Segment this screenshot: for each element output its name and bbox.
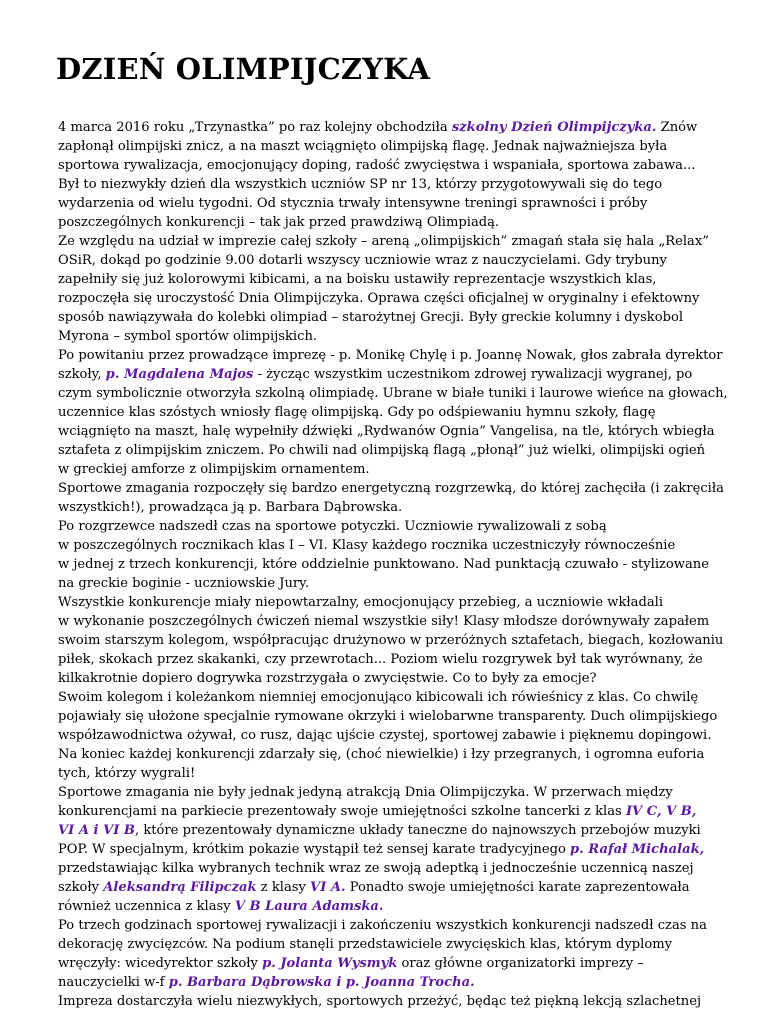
highlighted-name: p. Magdalena Majos	[105, 367, 254, 382]
text-line	[58, 194, 718, 213]
text-run: dekorację zwycięzców. Na podium stanęli przedstawiciele zwycięskich klas, którym dyplomy	[58, 937, 673, 952]
text-line	[58, 422, 718, 441]
text-run: zapełniły się już kolorowymi kibicami, a na boisku ustawiły reprezentacje wszystkich klas,	[58, 272, 657, 287]
text-line	[58, 384, 728, 403]
text-line	[58, 365, 718, 384]
text-line	[58, 479, 724, 498]
text-line	[58, 897, 718, 916]
text-line	[58, 555, 718, 574]
text-run: Sportowe zmagania rozpoczęły się bardzo energetyczną rozgrzewką, do której zachęciła (i zakręciła	[58, 481, 724, 496]
text-run: zapłonął olimpijski znicz, a na maszt wciągnięto olimpijską flagę. Jednak najważniejsza była	[58, 139, 668, 154]
text-line	[58, 441, 718, 460]
text-run: kilkakrotnie dopiero dogrywka rozstrzygała o zwycięstwie. Co to były za emocje?	[58, 671, 597, 686]
highlighted-name: VI A.	[310, 880, 346, 895]
text-run: przedstawiając kilka wybranych technik wraz ze swoją adeptką i jednocześnie uczennicą naszej	[58, 861, 694, 876]
text-line	[58, 498, 718, 517]
text-run: Po trzech godzinach sportowej rywalizacji i zakończeniu wszystkich konkurencji nadszedł czas na	[58, 918, 707, 933]
text-run: POP. W specjalnym, krótkim pokazie wystąpił też sensej karate tradycyjnego	[58, 842, 571, 857]
text-line	[58, 992, 718, 1011]
text-run: Na koniec każdej konkurencji zdarzały się, (choć niewielkie) i łzy przegranych, i ogromna euforia	[58, 747, 705, 762]
text-run: w greckiej amforze z olimpijskim ornamentem.	[58, 462, 370, 477]
highlighted-name: p. Rafał Michalak,	[570, 842, 705, 857]
text-line	[58, 669, 718, 688]
text-line	[58, 745, 718, 764]
text-line	[58, 118, 718, 137]
text-line	[58, 783, 718, 802]
text-line	[58, 821, 718, 840]
text-line	[58, 270, 718, 289]
text-line	[58, 137, 718, 156]
highlighted-name: IV C, V B,	[625, 804, 697, 819]
text-run: Po rozgrzewce nadszedł czas na sportowe potyczki. Uczniowie rywalizowali z sobą	[58, 519, 607, 534]
text-run: rozpoczęła się uroczystość Dnia Olimpijczyka. Oprawa części oficjalnej w oryginalny i efektowny	[58, 291, 700, 306]
page-title: DZIEŃ OLIMPIJCZYKA	[56, 52, 431, 86]
text-run: OSiR, dokąd po godzinie 9.00 dotarli wszyscy uczniowie wraz z nauczycielami. Gdy trybuny	[58, 253, 667, 268]
text-run: pojawiały się ułożone specjalnie rymowane okrzyki i wielobarwne transparenty. Duch olimpijskiego	[58, 709, 718, 724]
text-line	[58, 707, 718, 726]
text-line	[58, 840, 718, 859]
text-run: w wykonanie poszczególnych ćwiczeń niemal wszystkie siły! Klasy młodsze dorównywały zapałem	[58, 614, 710, 629]
text-line	[58, 859, 718, 878]
text-run: konkurencjami na parkiecie prezentowały swoje umiejętności szkolne tancerki z klas	[58, 804, 626, 819]
text-run: tych, którzy wygrali!	[58, 766, 196, 781]
text-line	[58, 954, 718, 973]
text-run: nauczycielki w-f	[58, 975, 169, 990]
highlighted-name: Aleksandrą Filipczak	[103, 880, 257, 895]
text-run: również uczennica z klasy	[58, 899, 235, 914]
text-run: Sportowe zmagania nie były jednak jedyną atrakcją Dnia Olimpijczyka. W przerwach między	[58, 785, 673, 800]
text-run: Myrona – symbol sportów olimpijskich.	[58, 329, 318, 344]
text-line	[58, 726, 718, 745]
text-run: sztafeta z olimpijskim zniczem. Po chwili nad olimpijską flagą „płonął” już wielki, olimpijski ogień	[58, 443, 706, 458]
text-line	[58, 213, 718, 232]
text-run: , które prezentowały dynamiczne układy taneczne do najnowszych przebojów muzyki	[135, 823, 701, 838]
text-run: szkoły,	[58, 367, 106, 382]
text-run: sportowa rywalizacja, emocjonujący doping, radość zwycięstwa i wspaniała, sportowa zabawa...	[58, 158, 696, 173]
text-line	[58, 612, 718, 631]
text-run: piłek, skokach przez skakanki, czy przewrotach... Poziom wielu rozgrywek był tak wyrównany, że	[58, 652, 703, 667]
text-line	[58, 764, 718, 783]
highlighted-name: p. Barbara Dąbrowska i p. Joanna Trocha.	[168, 975, 475, 990]
text-run: czym symbolicznie otworzyła szkolną olimpiadę. Ubrane w białe tuniki i laurowe wieńce na głowach,	[58, 386, 728, 401]
text-line	[58, 916, 718, 935]
text-run: Po powitaniu przez prowadzące imprezę - p. Monikę Chylę i p. Joannę Nowak, głos zabrała dyrektor	[58, 348, 723, 363]
text-line	[58, 973, 718, 992]
text-line	[58, 460, 718, 479]
text-line	[58, 175, 718, 194]
text-run: uczennice klas szóstych wniosły flagę olimpijską. Gdy po odśpiewaniu hymnu szkoły, flagę	[58, 405, 656, 420]
highlighted-name: szkolny Dzień Olimpijczyka.	[451, 120, 657, 135]
text-line	[58, 935, 718, 954]
text-run: szkoły	[58, 880, 104, 895]
text-line	[58, 403, 718, 422]
text-run: Ponadto swoje umiejętności karate zaprezentowała	[345, 880, 690, 895]
text-run: Swoim kolegom i koleżankom niemniej emocjonująco kibicowali ich rówieśnicy z klas. Co chwilę	[58, 690, 699, 705]
text-line	[58, 346, 723, 365]
article-body	[58, 118, 728, 1011]
text-line	[58, 156, 718, 175]
text-run: na greckie boginie - uczniowskie Jury.	[58, 576, 309, 591]
text-run: wciągnięto na maszt, halę wypełniły dźwięki „Rydwanów Ognia” Vangelisa, na tle, których wbiegła	[58, 424, 715, 439]
text-run: Był to niezwykły dzień dla wszystkich uczniów SP nr 13, którzy przygotowywali się do tego	[58, 177, 663, 192]
text-run: - życząc wszystkim uczestnikom zdrowej rywalizacji wygranej, po	[253, 367, 693, 382]
text-run: sposób nawiązywała do kolebki olimpiad – starożytnej Grecji. Były greckie kolumny i dyskobol	[58, 310, 684, 325]
text-line	[58, 688, 718, 707]
highlighted-name: p. Jolanta Wysmyk	[262, 956, 398, 971]
text-line	[58, 593, 718, 612]
text-line	[58, 536, 718, 555]
text-run: Znów	[656, 120, 698, 135]
text-line	[58, 574, 718, 593]
text-run: swoim starszym kolegom, współpracując drużynowo w przeróżnych sztafetach, biegach, kozłowaniu	[58, 633, 724, 648]
text-run: 4 marca 2016 roku „Trzynastka” po raz kolejny obchodziła	[58, 120, 452, 135]
text-line	[58, 289, 718, 308]
text-line	[58, 517, 718, 536]
text-run: wydarzenia od wielu tygodni. Od stycznia trwały intensywne treningi sprawności i próby	[58, 196, 648, 211]
text-line	[58, 308, 718, 327]
text-run: współzawodnictwa ożywał, co rusz, dając ujście czystej, sportowej zabawie i pięknemu dopingowi.	[58, 728, 712, 743]
text-line	[58, 251, 718, 270]
text-line	[58, 878, 718, 897]
text-line	[58, 650, 718, 669]
text-run: wręczyły: wicedyrektor szkoły	[58, 956, 263, 971]
text-line	[58, 802, 718, 821]
text-run: poszczególnych konkurencji – tak jak przed prawdziwą Olimpiadą.	[58, 215, 500, 230]
text-run: wszystkich!), prowadząca ją p. Barbara Dąbrowska.	[58, 500, 403, 515]
text-run: w jednej z trzech konkurencji, które oddzielnie punktowano. Nad punktacją czuwało - stylizowane	[58, 557, 709, 572]
text-run: z klasy	[256, 880, 311, 895]
text-run: w poszczególnych rocznikach klas I – VI. Klasy każdego rocznika uczestniczyły równocześnie	[58, 538, 676, 553]
highlighted-name: V B Laura Adamska.	[234, 899, 384, 914]
text-run: Impreza dostarczyła wielu niezwykłych, sportowych przeżyć, będąc też piękną lekcją szlachetnej	[58, 994, 702, 1009]
text-line	[58, 327, 718, 346]
text-run: oraz główne organizatorki imprezy –	[397, 956, 644, 971]
text-line	[58, 631, 724, 650]
text-line	[58, 232, 718, 251]
text-run: Ze względu na udział w imprezie całej szkoły – areną „olimpijskich” zmagań stała się hala „Relax”	[58, 234, 709, 249]
text-run: Wszystkie konkurencje miały niepowtarzalny, emocjonujący przebieg, a uczniowie wkładali	[58, 595, 664, 610]
highlighted-name: VI A i VI B	[58, 823, 136, 838]
